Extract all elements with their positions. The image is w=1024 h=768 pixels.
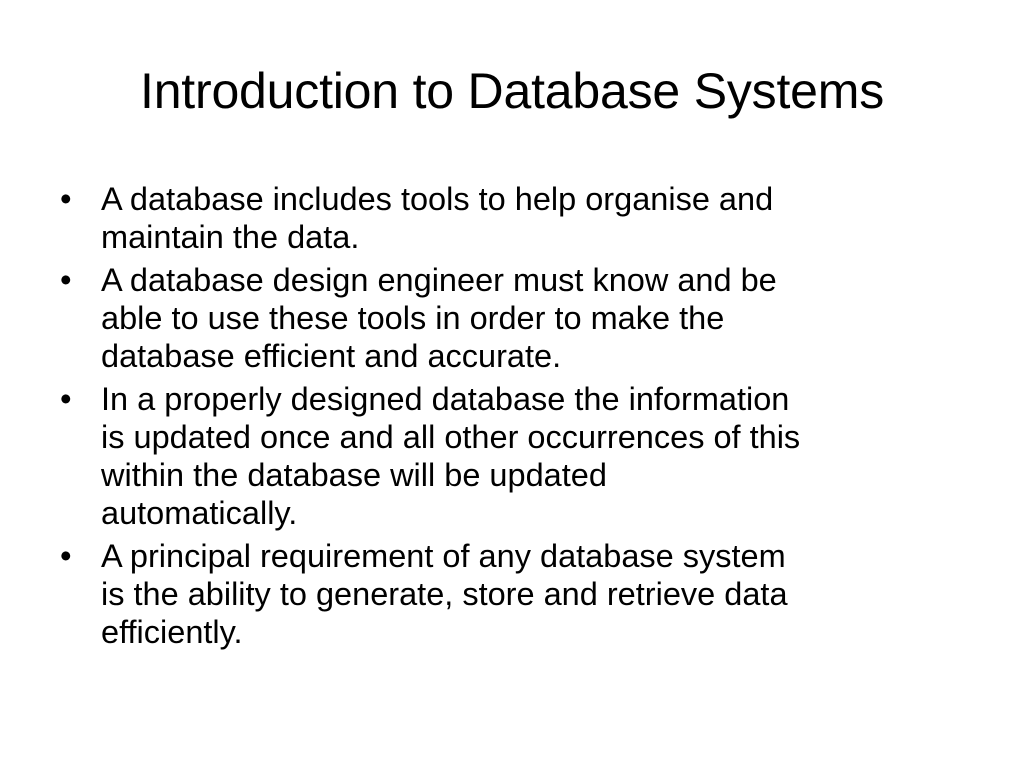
bullet-icon: • (60, 261, 72, 298)
bullet-text: A principal requirement of any database system is the ability to generate, store and retrieve data efficiently. (101, 538, 788, 650)
bullet-text: In a properly designed database the information is updated once and all other occurrences of this within the database will be updated automatically. (101, 381, 801, 531)
slide-title: Introduction to Database Systems (140, 63, 884, 119)
bullet-icon: • (60, 537, 72, 574)
list-item (60, 261, 980, 375)
bullet-icon: • (60, 180, 72, 217)
list-item (60, 180, 980, 256)
bullet-text: A database design engineer must know and be able to use these tools in order to make the database efficient and accurate. (101, 262, 777, 374)
list-item (60, 380, 980, 532)
list-item (60, 537, 980, 651)
bullet-text: A database includes tools to help organise and maintain the data. (101, 181, 774, 255)
bullet-list (60, 180, 980, 656)
bullet-icon: • (60, 380, 72, 417)
